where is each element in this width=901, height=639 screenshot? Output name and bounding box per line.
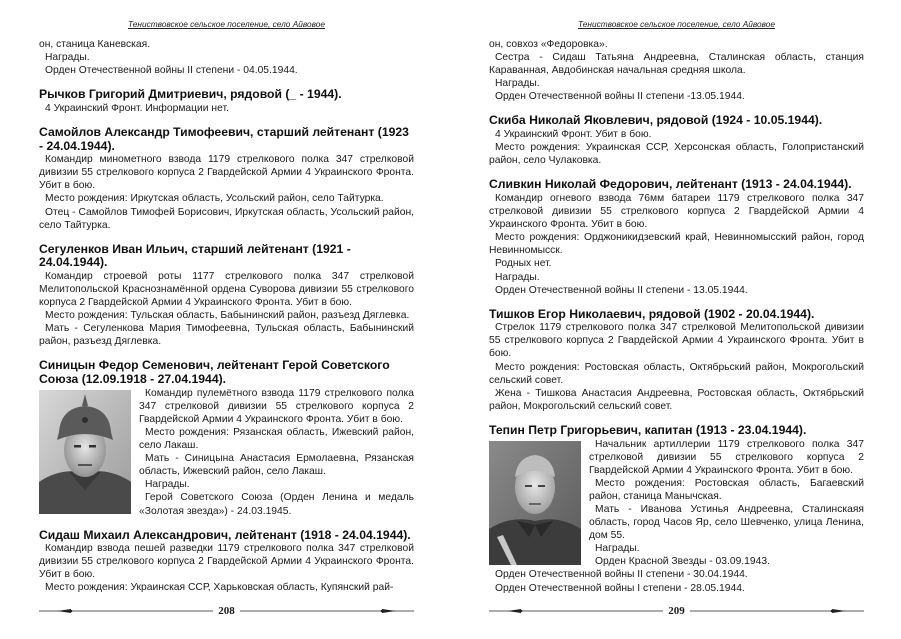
entry-title: Рычков Григорий Дмитриевич, рядовой (_ - 1944). <box>39 87 342 102</box>
entry-paragraph: 4 Украинский Фронт. Информации нет. <box>45 102 229 114</box>
portrait-photo <box>39 390 131 514</box>
entry-paragraph: Орден Красной Звезды - 03.09.1943. <box>595 556 770 568</box>
page-number: 209 <box>663 605 690 617</box>
running-head: Тениствовское сельское поселение, село Айвовое <box>127 19 326 29</box>
entry-title: Сливкин Николай Федорович, лейтенант (1913 - 24.04.1944). <box>489 177 852 192</box>
entry-title: Тепин Петр Григорьевич, капитан (1913 - 23.04.1944). <box>489 422 807 437</box>
entry-paragraph: Награды. <box>595 543 640 555</box>
portrait-officer-uniform <box>489 441 581 565</box>
entry-samoylov <box>39 126 414 232</box>
entry-paragraph: Место рождения: Орджоникидзевский край, Невинномысский район, город Невинномысск. <box>489 232 864 257</box>
entry-paragraph: Мать - Синицына Анастасия Ермолаевна, Рязанская область, Ижевский район, село Лакаш. <box>139 453 414 478</box>
entry-rychkov <box>39 88 414 115</box>
entry-skiba <box>489 114 864 167</box>
entry-paragraph: Командир взвода пешей разведки 1179 стрелкового полка 347 стрелковой дивизии 55 стрелкового корпуса 2 Гвардейской Армии 4 Украинского Фронта. Убит в бою. <box>39 543 414 581</box>
entry-slivkin <box>489 178 864 296</box>
entry-paragraph: Командир строевой роты 1177 стрелкового полка 347 стрелковой Мелитопольской Краснознамённой ордена Суворова дивизии 55 стрелкового корпуса 2 Гвардейской Армии 4 Украинского Фронта. Убит в бою. <box>39 270 414 309</box>
entry-paragraph: Орден Отечественной войны I степени - 28.05.1944. <box>495 582 745 594</box>
entry-title: Сидаш Михаил Александрович, лейтенант (1918 - 24.04.1944). <box>39 527 411 542</box>
entry-paragraph: Место рождения: Украинская ССР, Херсонская область, Голопристанский район, село Чулаковка. <box>489 142 864 167</box>
continuation-line: он, совхоз «Федоровка». <box>489 39 608 50</box>
entry-paragraph: 4 Украинский Фронт. Убит в бою. <box>495 129 652 141</box>
entry-paragraph: Место рождения: Иркутская область, Усольский район, село Тайтурка. <box>45 193 384 205</box>
entry-paragraph: Герой Советского Союза (Орден Ленина и медаль «Золотая звезда») - 24.03.1945. <box>139 492 414 517</box>
left-page <box>39 0 414 639</box>
portrait-soldier-budenovka <box>39 390 131 514</box>
entry-paragraph: Начальник артиллерии 1179 стрелкового полка 347 стрелковой дивизии 55 стрелкового корпуса 2 Гвардейской Армии 4 Украинского Фронта. Убит в бою. <box>589 438 864 476</box>
running-head: Тениствовское сельское поселение, село Айвовое <box>577 19 776 29</box>
entry-paragraph: Родных нет. <box>495 258 552 270</box>
entry-paragraph: Мать - Сегуленкова Мария Тимофеевна, Тульская область, Бабынинский район, разъезд Дяглевка. <box>39 323 414 348</box>
entry-paragraph: Командир пулемётного взвода 1179 стрелкового полка 347 стрелковой дивизии 55 стрелкового корпуса 2 Гвардейской Армии 4 Украинского Фронта. Убит в бою. <box>139 387 414 425</box>
entry-paragraph: Награды. <box>495 271 540 283</box>
entry-paragraph: Командир огневого взвода 76мм батареи 1179 стрелкового полка 347 стрелковой дивизии 55 стрелкового корпуса 2 Гвардейской Армии 4 Украинского Фронта. Убит в бою. <box>489 192 864 231</box>
entry-paragraph: Мать - Иванова Устинья Андреевна, Сталинскаяя область, город Часов Яр, село Шевченко, улица Ленина, дом 55. <box>589 504 864 542</box>
right-page <box>489 0 864 639</box>
entry-paragraph: Место рождения: Рязанская область, Ижевский район, село Лакаш. <box>139 426 414 452</box>
entry-paragraph: Отец - Самойлов Тимофей Борисович, Иркутская область, Усольский район, село Тайтурка. <box>39 206 414 231</box>
page-body <box>39 38 414 595</box>
entry-paragraph: Награды. <box>145 479 190 491</box>
entry-tishkov <box>489 308 864 413</box>
entry-paragraph: Стрелок 1179 стрелкового полка 347 стрелковой Мелитопольской дивизии 55 стрелкового корпуса 2 Гвардейской Армии 4 Украинского Фронта. Убит в бою. <box>489 322 864 360</box>
entry-paragraph: Жена - Тишкова Анастасия Андреевна, Ростовская область, Октябрьский район, Мокрогольский сельский совет. <box>489 387 864 412</box>
entry-segulenkov <box>39 243 414 349</box>
page-footer <box>39 604 414 618</box>
entry-paragraph: Место рождения: Ростовская область, Багаевский район, станица Манычская. <box>589 477 864 502</box>
portrait-photo <box>489 441 581 565</box>
page-body <box>489 38 864 595</box>
page-footer <box>489 604 864 618</box>
entry-title: Сегуленков Иван Ильич, старший лейтенант (1921 - 24.04.1944). <box>39 241 351 270</box>
entry-paragraph: Место рождения: Тульская область, Бабынинский район, разъезд Дяглевка. <box>45 310 410 322</box>
entry-paragraph: Место рождения: Украинская ССР, Харьковская область, Купянский рай- <box>45 582 394 594</box>
entry-sidash <box>39 529 414 595</box>
continuation-line: Орден Отечественной войны II степени - 04.05.1944. <box>45 65 298 77</box>
entry-title: Самойлов Александр Тимофеевич, старший лейтенант (1923 - 24.04.1944). <box>39 124 409 153</box>
entry-sinitsyn <box>39 359 414 517</box>
entry-title: Тишков Егор Николаевич, рядовой (1902 - 20.04.1944). <box>489 306 815 321</box>
entry-title: Синицын Федор Семенович, лейтенант Герой Советского Союза (12.09.1918 - 27.04.1944). <box>39 358 390 387</box>
continuation-line: Сестра - Сидаш Татьяна Андреевна, Сталинская область, станция Караванная, Авдобинская начальная средняя школа. <box>489 52 864 77</box>
entry-paragraph: Орден Отечественной войны II степени - 13.05.1944. <box>495 284 748 296</box>
entry-paragraph: Орден Отечественной войны II степени - 30.04.1944. <box>495 569 748 581</box>
entry-title: Скиба Николай Яковлевич, рядовой (1924 - 10.05.1944). <box>489 113 823 128</box>
entry-paragraph: Командир минометного взвода 1179 стрелкового полка 347 стрелковой дивизии 55 стрелкового корпуса 2 Гвардейской Армии 4 Украинского Фронта. Убит в бою. <box>39 154 414 192</box>
continuation-line: Награды. <box>495 78 540 90</box>
continuation-line: Орден Отечественной войны II степени -13.05.1944. <box>495 91 745 103</box>
page-number: 208 <box>213 605 240 617</box>
continuation-line: он, станица Каневская. <box>39 39 151 50</box>
continuation-line: Награды. <box>45 52 90 64</box>
entry-paragraph: Место рождения: Ростовская область, Октябрьский район, Мокрогольский сельский совет. <box>489 361 864 386</box>
entry-tepin <box>489 424 864 595</box>
